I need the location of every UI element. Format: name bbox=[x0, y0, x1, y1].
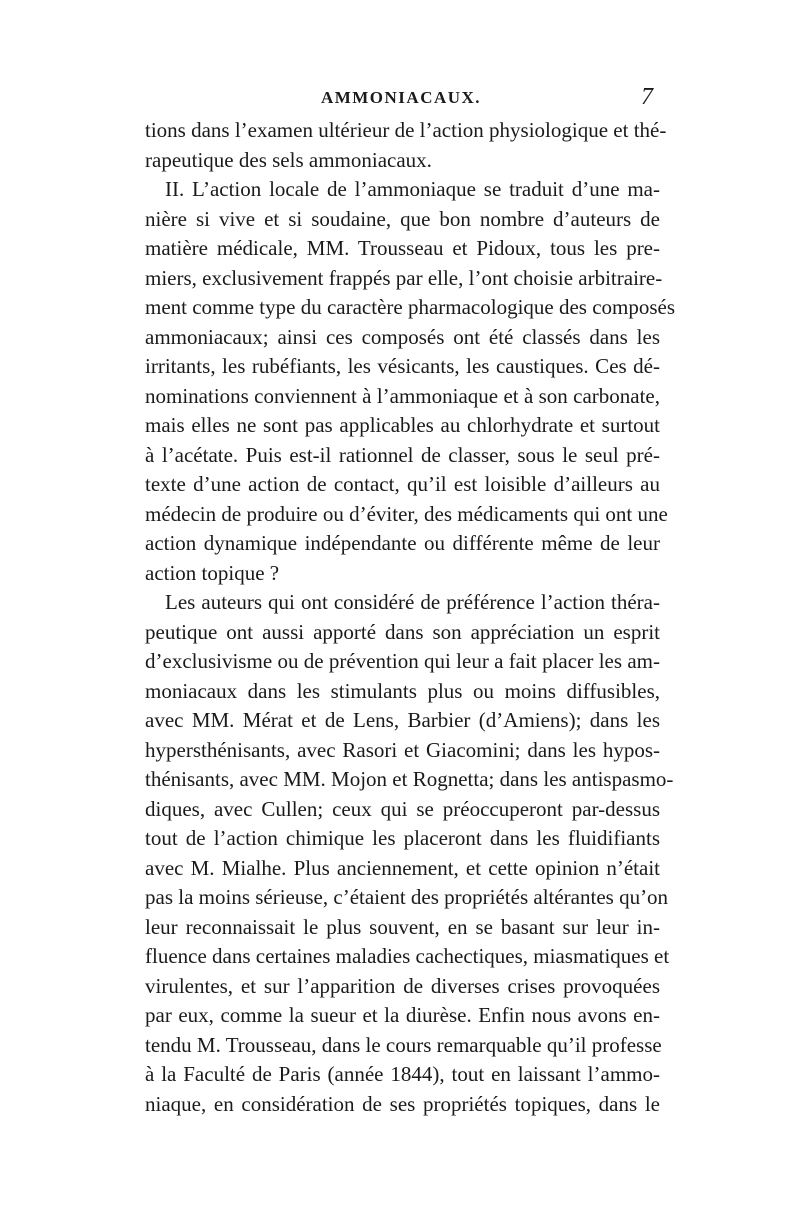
text-line: avec M. Mialhe. Plus anciennement, et cette opinion n’était bbox=[145, 855, 660, 880]
paragraph-start-line: Les auteurs qui ont considéré de préférence l’action théra- bbox=[165, 590, 660, 614]
text-line: ammoniacaux; ainsi ces composés ont été classés dans les bbox=[145, 324, 660, 349]
text-line: avec MM. Mérat et de Lens, Barbier (d’Amiens); dans les bbox=[145, 708, 660, 732]
paragraph-start-line: II. L’action locale de l’ammoniaque se traduit d’une ma- bbox=[165, 177, 660, 201]
text-line: pas la moins sérieuse, c’étaient des propriétés altérantes qu’on bbox=[145, 885, 669, 909]
text-line: tendu M. Trousseau, dans le cours remarquable qu’il professe bbox=[145, 1032, 662, 1057]
text-line: diques, avec Cullen; ceux qui se préoccuperont par-dessus bbox=[145, 796, 660, 821]
text-line: action topique ? bbox=[145, 560, 280, 585]
text-line: action dynamique indépendante ou différente même de leur bbox=[145, 531, 660, 555]
text-line: rapeutique des sels ammoniacaux. bbox=[145, 147, 432, 172]
text-line: nière si vive et si soudaine, que bon nombre d’auteurs de bbox=[145, 206, 660, 231]
text-line: ment comme type du caractère pharmacologique des composés bbox=[145, 295, 676, 319]
text-line: médecin de produire ou d’éviter, des médicaments qui ont une bbox=[145, 501, 668, 526]
running-head bbox=[145, 84, 657, 114]
text-line: mais elles ne sont pas applicables au chlorhydrate et surtout bbox=[145, 413, 660, 437]
text-line: à la Faculté de Paris (année 1844), tout en laissant l’ammo- bbox=[145, 1062, 660, 1086]
text-line: tout de l’action chimique les placeront dans les fluidifiants bbox=[145, 826, 660, 850]
page-number: 7 bbox=[641, 84, 653, 110]
text-line: tions dans l’examen ultérieur de l’action physiologique et thé- bbox=[145, 118, 667, 142]
text-line: irritants, les rubéfiants, les vésicants, les caustiques. Ces dé- bbox=[145, 354, 660, 378]
text-line: niaque, en considération de ses propriétés topiques, dans le bbox=[145, 1091, 660, 1116]
body-text bbox=[145, 116, 676, 1119]
text-line: peutique ont aussi apporté dans son appréciation un esprit bbox=[145, 619, 660, 644]
text-line: virulentes, et sur l’apparition de diverses crises provoquées bbox=[145, 973, 660, 998]
text-line: d’exclusivisme ou de prévention qui leur a fait placer les am- bbox=[145, 649, 660, 673]
text-line: leur reconnaissait le plus souvent, en se basant sur leur in- bbox=[145, 914, 660, 939]
text-line: moniacaux dans les stimulants plus ou moins diffusibles, bbox=[145, 678, 660, 703]
text-line: à l’acétate. Puis est-il rationnel de classer, sous le seul pré- bbox=[145, 442, 660, 467]
text-line: nominations conviennent à l’ammoniaque et à son carbonate, bbox=[145, 383, 660, 408]
text-line: hypersthénisants, avec Rasori et Giacomini; dans les hypos- bbox=[145, 737, 660, 762]
text-line: texte d’une action de contact, qu’il est loisible d’ailleurs au bbox=[145, 472, 660, 496]
text-line: thénisants, avec MM. Mojon et Rognetta; dans les antispasmo- bbox=[145, 767, 674, 791]
text-line: miers, exclusivement frappés par elle, l’ont choisie arbitraire- bbox=[145, 265, 663, 290]
running-title: AMMONIACAUX. bbox=[320, 88, 482, 107]
text-line: par eux, comme la sueur et la diurèse. Enfin nous avons en- bbox=[145, 1003, 660, 1027]
text-line: matière médicale, MM. Trousseau et Pidoux, tous les pre- bbox=[145, 236, 660, 260]
text-line: fluence dans certaines maladies cachectiques, miasmatiques et bbox=[145, 944, 670, 968]
